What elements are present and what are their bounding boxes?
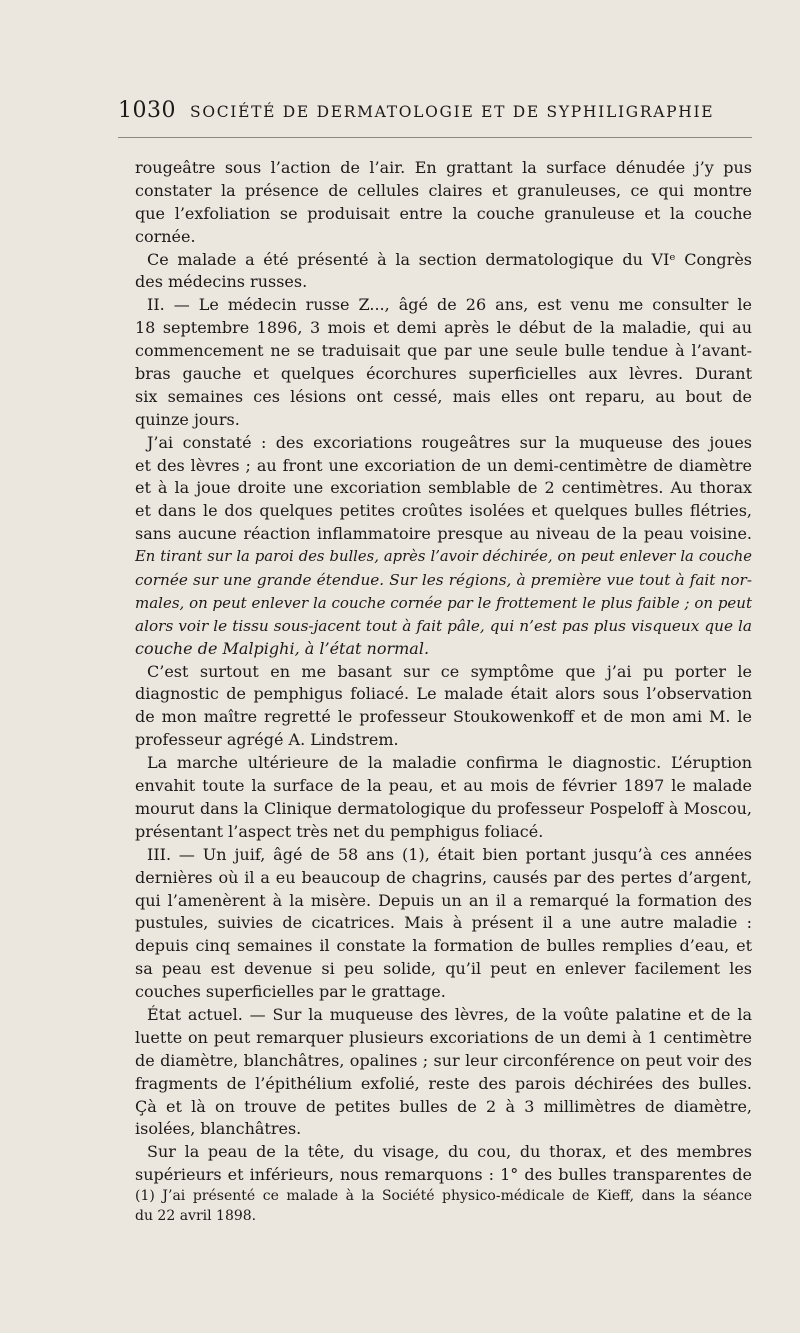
text-line: quinze jours. bbox=[135, 409, 240, 429]
text-line: II. — Le médecin russe Z..., âgé de 26 ans, est venu me consulter le bbox=[147, 295, 752, 315]
text-line: et des lèvres ; au front une excoriation de un demi-centimètre de diamètre bbox=[135, 455, 752, 475]
text-line: diagnostic de pemphigus foliacé. Le malade était alors sous l’observation bbox=[135, 684, 752, 704]
text-line: sa peau est devenue si peu solide, qu’il peut en enlever facilement les bbox=[135, 959, 752, 979]
text-line: et dans le dos quelques petites croûtes isolées et quelques bulles flétries, bbox=[135, 501, 752, 521]
text-line: de diamètre, blanchâtres, opalines ; sur leur circonférence on peut voir des bbox=[135, 1050, 752, 1070]
text-line: 18 septembre 1896, 3 mois et demi après le début de la maladie, qui au bbox=[135, 318, 752, 338]
footnote bbox=[135, 1186, 752, 1226]
text-line: Ce malade a été présenté à la section dermatologique du VIᵉ Congrès bbox=[147, 249, 752, 269]
text-line: mourut dans la Clinique dermatologique du professeur Pospeloff à Moscou, bbox=[135, 798, 752, 818]
text-line: isolées, blanchâtres. bbox=[135, 1119, 302, 1139]
header-rule bbox=[118, 137, 752, 138]
text-line: couche de Malpighi, à l’état normal. bbox=[135, 638, 430, 658]
text-line: J’ai constaté : des excoriations rougeâtres sur la muqueuse des joues bbox=[147, 432, 752, 452]
text-line: qui l’amenèrent à la misère. Depuis un an il a remarqué la formation des bbox=[135, 890, 752, 910]
text-line: des médecins russes. bbox=[135, 272, 308, 292]
text-line: dernières où il a eu beaucoup de chagrins, causés par des pertes d’argent, bbox=[135, 867, 752, 887]
text-line: cornée sur une grande étendue. Sur les régions, à première vue tout à fait nor- bbox=[135, 571, 752, 590]
text-line: six semaines ces lésions ont cessé, mais elles ont reparu, au bout de bbox=[135, 386, 752, 406]
text-line: males, on peut enlever la couche cornée par le frottement le plus faible ; on peut bbox=[135, 593, 752, 612]
text-line: En tirant sur la paroi des bulles, après l’avoir déchirée, on peut enlever la couche bbox=[135, 548, 752, 566]
text-line: cornée. bbox=[135, 226, 196, 246]
text-line: présentant l’aspect très net du pemphigus foliacé. bbox=[135, 821, 544, 841]
footnote-line: du 22 avril 1898. bbox=[135, 1208, 257, 1224]
running-title: SOCIÉTÉ DE DERMATOLOGIE ET DE SYPHILIGRAPHIE bbox=[190, 103, 715, 121]
text-line: III. — Un juif, âgé de 58 ans (1), était bien portant jusqu’à ces années bbox=[147, 844, 752, 864]
footnote-line: (1) J’ai présenté ce malade à la Société physico-médicale de Kieff, dans la séance bbox=[135, 1188, 752, 1204]
text-line: supérieurs et inférieurs, nous remarquons : 1° des bulles transparentes de bbox=[135, 1165, 752, 1185]
text-line: pustules, suivies de cicatrices. Mais à présent il a une autre maladie : bbox=[135, 913, 752, 933]
text-line: État actuel. — Sur la muqueuse des lèvres, de la voûte palatine et de la bbox=[147, 1004, 752, 1024]
body-text bbox=[135, 157, 752, 1187]
text-line: Sur la peau de la tête, du visage, du cou, du thorax, et des membres bbox=[147, 1142, 752, 1162]
text-line: bras gauche et quelques écorchures superficielles aux lèvres. Durant bbox=[135, 364, 752, 384]
text-line: sans aucune réaction inflammatoire presque au niveau de la peau voisine. bbox=[135, 524, 752, 544]
text-line: La marche ultérieure de la maladie confirma le diagnostic. L’éruption bbox=[147, 753, 752, 773]
text-line: couches superficielles par le grattage. bbox=[135, 982, 446, 1002]
text-line: depuis cinq semaines il constate la formation de bulles remplies d’eau, et bbox=[135, 936, 752, 956]
text-line: luette on peut remarquer plusieurs excoriations de un demi à 1 centimètre bbox=[135, 1027, 752, 1047]
text-line: professeur agrégé A. Lindstrem. bbox=[135, 730, 399, 750]
text-line: C’est surtout en me basant sur ce symptôme que j’ai pu porter le bbox=[147, 661, 752, 681]
text-line: Çà et là on trouve de petites bulles de 2 à 3 millimètres de diamètre, bbox=[135, 1096, 752, 1116]
text-line: fragments de l’épithélium exfolié, reste des parois déchirées des bulles. bbox=[135, 1073, 752, 1093]
running-header bbox=[118, 98, 752, 132]
text-line: et à la joue droite une excoriation semblable de 2 centimètres. Au thorax bbox=[135, 478, 752, 498]
text-line: envahit toute la surface de la peau, et au mois de février 1897 le malade bbox=[135, 776, 752, 796]
text-line: alors voir le tissu sous-jacent tout à fait pâle, qui n’est pas plus visqueux que la bbox=[135, 616, 752, 635]
text-line: commencement ne se traduisait que par une seule bulle tendue à l’avant- bbox=[135, 341, 752, 361]
text-line: rougeâtre sous l’action de l’air. En grattant la surface dénudée j’y pus bbox=[135, 158, 752, 177]
text-line: constater la présence de cellules claires et granuleuses, ce qui montre bbox=[135, 180, 752, 200]
text-line: de mon maître regretté le professeur Stoukowenkoff et de mon ami M. le bbox=[135, 707, 752, 727]
text-line: que l’exfoliation se produisait entre la couche granuleuse et la couche bbox=[135, 203, 752, 223]
page-number: 1030 bbox=[118, 98, 176, 123]
